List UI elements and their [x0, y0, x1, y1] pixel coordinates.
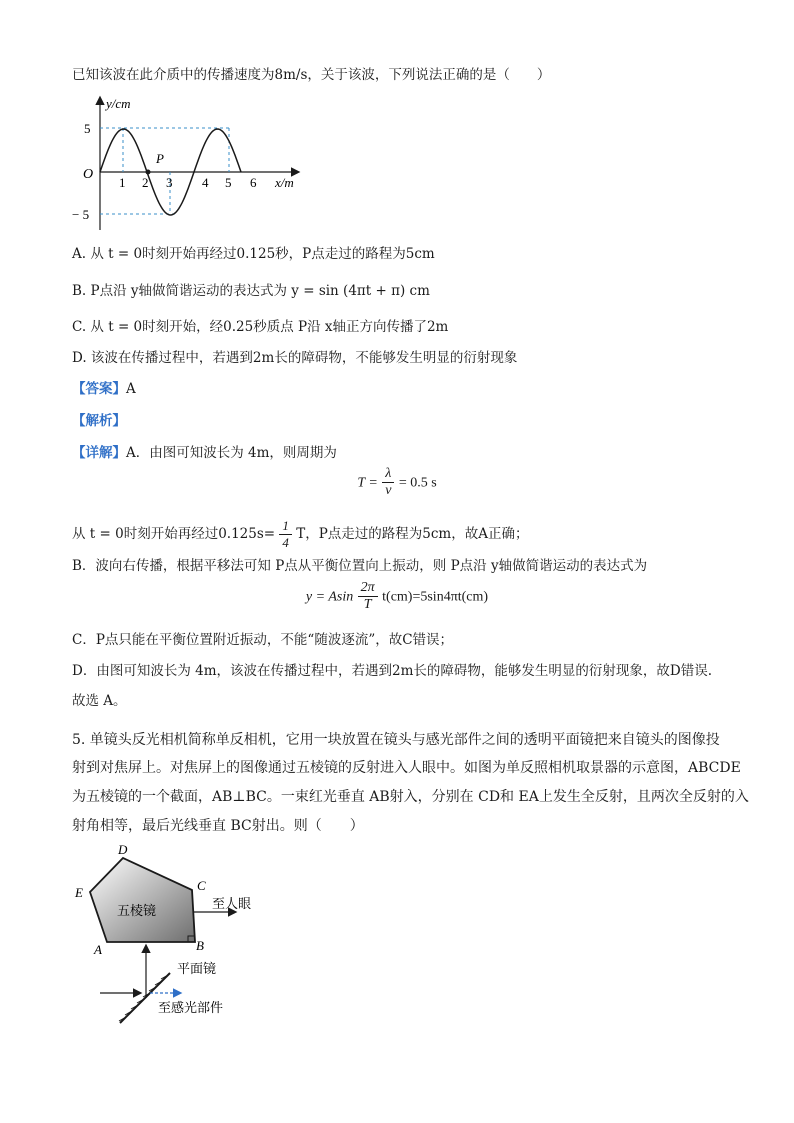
eye-label: 至人眼 [212, 897, 252, 912]
x-tick-5: 5 [225, 175, 232, 190]
detail-a-line1: 【详解】A．由图可知波长为 4m，则周期为 [72, 445, 337, 461]
label-c: C [197, 878, 206, 893]
formula-period: T = $\frac{\lambda}{v}$ = 0.5 s [357, 466, 437, 498]
prism-label: 五棱镜 [117, 904, 157, 919]
conclusion: 故选 A。 [72, 693, 127, 709]
formula-shm: y = Asin $\frac{2\pi}{T}$ t(cm)=5sin4πt(cm) [305, 580, 489, 612]
x-tick-2: 2 [142, 175, 149, 190]
detail-a-line2: 从 t = 0时刻开始再经过0.125s= $\frac{1}{4}$ T，P点走过的路程为5cm，故A正确； [72, 518, 529, 550]
x-axis-label: x/m [275, 175, 294, 190]
detail-b-line1: B．波向右传播，根据平移法可知 P点从平衡位置向上振动，则 P点沿 y轴做简谐运动的表达式为 [72, 558, 648, 574]
x-tick-4: 4 [202, 175, 209, 190]
answer-line [72, 380, 136, 398]
answer-value: A [126, 381, 136, 397]
q5-line4: 射角相等，最后光线垂直 BC射出。则（ ） [72, 818, 364, 834]
q4-stem: 已知该波在此介质中的传播速度为8m/s，关于该波，下列说法正确的是（ ） [72, 67, 551, 83]
option-a: A. 从 t = 0时刻开始再经过0.125秒，P点走过的路程为5cm [72, 246, 435, 262]
option-b: B. P点沿 y轴做简谐运动的表达式为 y = sin (4πt + π) cm [72, 283, 430, 299]
pentaprism [90, 858, 195, 942]
sensor-label: 至感光部件 [158, 1001, 224, 1016]
label-b: B [196, 938, 204, 953]
wave-graph [72, 92, 312, 237]
label-e: E [75, 885, 83, 900]
q5-line3: 为五棱镜的一个截面，AB⊥BC。一束红光垂直 AB射入，分别在 CD和 EA上发生全反射，且两次全反射的入 [72, 789, 749, 805]
q5-line2: 射到对焦屏上。对焦屏上的图像通过五棱镜的反射进入人眼中。如图为单反照相机取景器的示意图，ABCDE [72, 760, 741, 776]
y-axis-label: y/cm [106, 96, 131, 111]
origin-label: O [83, 167, 94, 182]
x-tick-1: 1 [119, 175, 126, 190]
point-p-marker [146, 170, 151, 175]
detail-d: D．由图可知波长为 4m，该波在传播过程中，若遇到2m长的障碍物，能够发生明显的衍射现象，故D错误. [72, 663, 713, 679]
y-tick-neg5: − 5 [72, 207, 90, 222]
analysis-line [72, 412, 126, 430]
x-tick-3: 3 [166, 175, 173, 190]
pentaprism-figure [70, 840, 300, 1030]
label-a: A [94, 942, 102, 957]
label-d: D [118, 842, 128, 857]
y-tick-5: 5 [84, 121, 91, 136]
q5-line1: 5. 单镜头反光相机简称单反相机，它用一块放置在镜头与感光部件之间的透明平面镜把来自镜头的图像投 [72, 732, 720, 748]
analysis-tag: 【解析】 [72, 413, 126, 429]
answer-tag: 【答案】 [72, 381, 126, 397]
detail-c: C．P点只能在平衡位置附近振动，不能“随波逐流”，故C错误； [72, 632, 454, 648]
point-p-label: P [156, 151, 164, 166]
option-d: D. 该波在传播过程中，若遇到2m长的障碍物，不能够发生明显的衍射现象 [72, 350, 518, 366]
mirror-label: 平面镜 [177, 962, 217, 977]
option-c: C. 从 t = 0时刻开始，经0.25秒质点 P沿 x轴正方向传播了2m [72, 319, 449, 335]
detail-tag: 【详解】 [72, 445, 126, 461]
x-tick-6: 6 [250, 175, 257, 190]
